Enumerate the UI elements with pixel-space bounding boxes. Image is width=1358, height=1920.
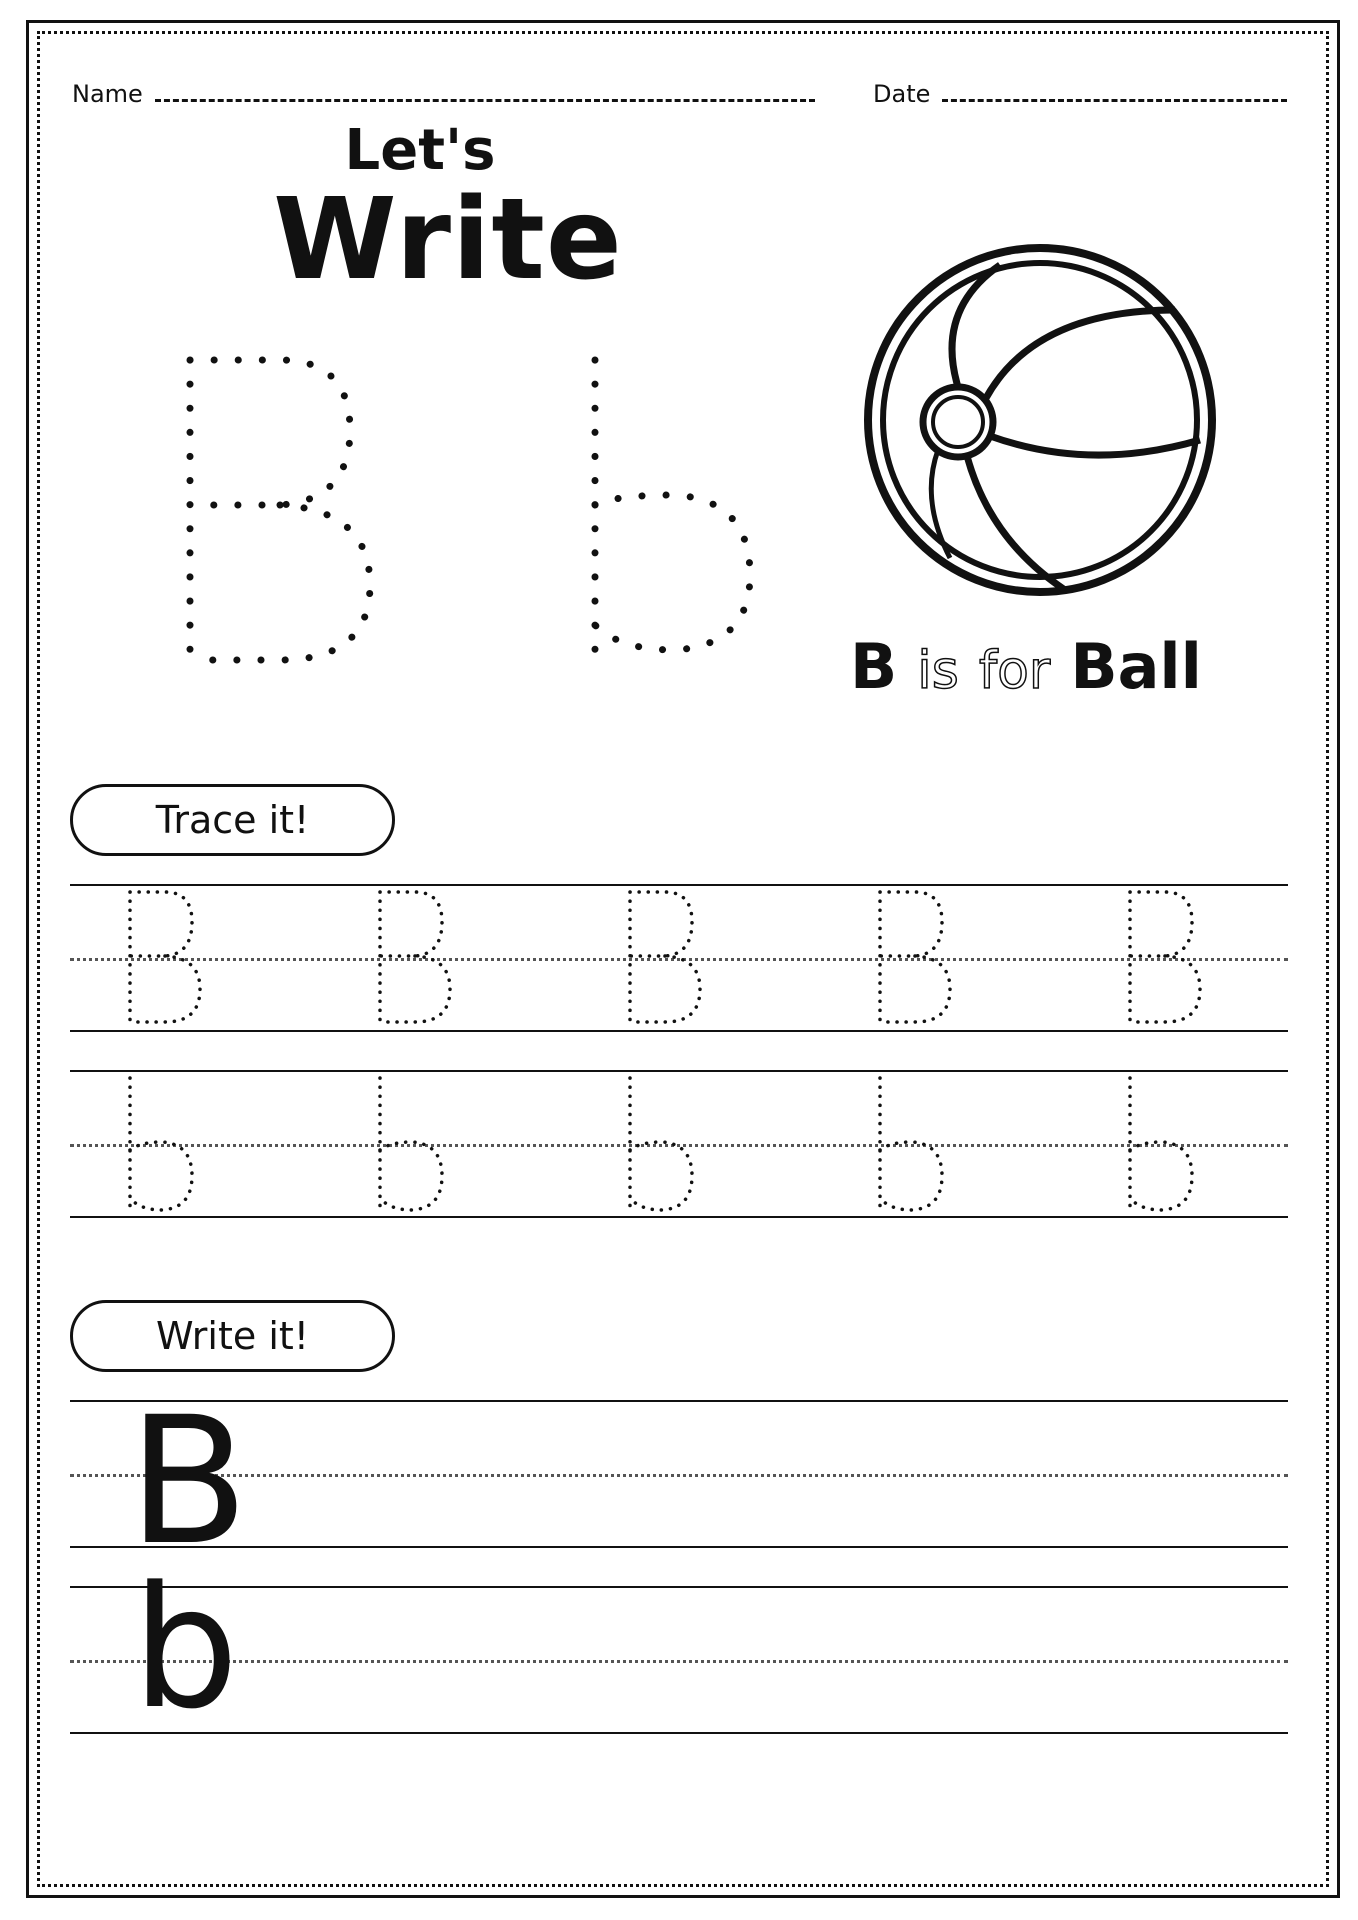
big-trace-upper-letter [170, 340, 390, 680]
trace-letter-lower [1130, 1078, 1192, 1210]
row-mid-line [70, 1660, 1288, 1663]
trace-letter-upper [630, 892, 700, 1022]
trace-upper-letters [70, 884, 1288, 1034]
row-bottom-line [70, 1732, 1288, 1734]
row-top-line [70, 1586, 1288, 1588]
big-trace-lower-letter [575, 345, 775, 675]
name-field[interactable] [72, 66, 815, 106]
trace-letter-lower [630, 1078, 692, 1210]
write-it-label: Write it! [70, 1300, 395, 1372]
name-blank-line[interactable] [155, 99, 815, 102]
caption-word: Ball [1070, 630, 1202, 703]
title-write: Write [273, 175, 623, 305]
caption-letter: B [850, 630, 898, 703]
trace-letter-upper [1130, 892, 1200, 1022]
beach-ball-icon [860, 240, 1220, 600]
example-lower-letter: b [132, 1550, 239, 1746]
row-bottom-line [70, 1546, 1288, 1548]
row-mid-line [70, 1474, 1288, 1477]
example-upper-letter: B [128, 1379, 249, 1584]
date-label: Date [873, 80, 931, 108]
date-blank-line[interactable] [942, 99, 1287, 102]
trace-it-label: Trace it! [70, 784, 395, 856]
trace-letter-lower [130, 1078, 192, 1210]
caption [850, 630, 1250, 703]
trace-letter-upper [130, 892, 200, 1022]
write-row-upper[interactable] [70, 1379, 1288, 1584]
title-lets: Let's [344, 118, 496, 183]
trace-row-lower [70, 1070, 1288, 1220]
caption-for: for [978, 641, 1051, 701]
date-field[interactable] [873, 66, 1287, 106]
name-label: Name [72, 80, 143, 108]
trace-lower-letters [70, 1070, 1288, 1220]
trace-letter-lower [880, 1078, 942, 1210]
trace-letter-upper [380, 892, 450, 1022]
trace-letter-upper [880, 892, 950, 1022]
caption-is: is [917, 641, 959, 701]
trace-row-upper [70, 884, 1288, 1034]
write-row-lower[interactable] [70, 1550, 1288, 1746]
row-top-line [70, 1400, 1288, 1402]
trace-letter-lower [380, 1078, 442, 1210]
